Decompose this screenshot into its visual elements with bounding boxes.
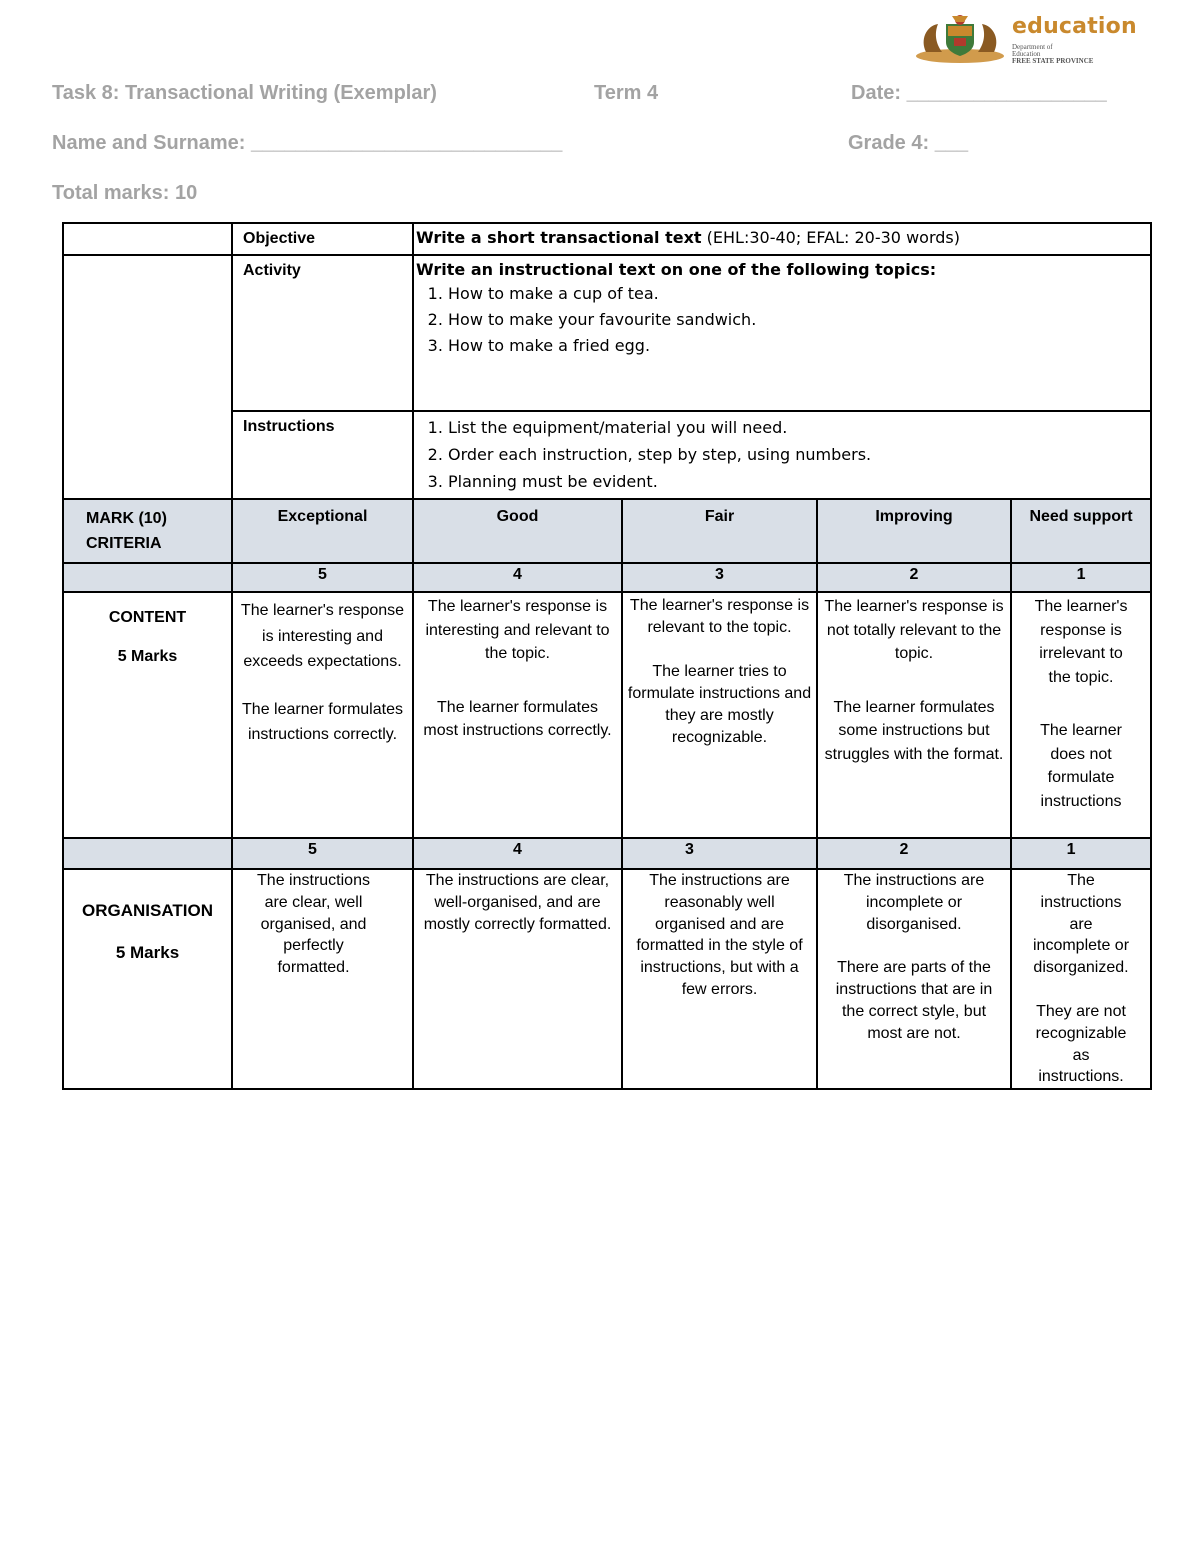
date-input-line[interactable]: __________________	[906, 82, 1107, 104]
grade-input-line[interactable]: ___	[934, 132, 969, 154]
term-label: Term 4	[594, 82, 659, 104]
score-cell: 3	[622, 838, 817, 869]
score-cell: 1	[1011, 838, 1151, 869]
list-item: 2. How to make your favourite sandwich.	[448, 309, 1148, 331]
org-desc-exceptional: The instructions are clear, well organised, and perfectly formatted.	[232, 869, 413, 1089]
content-desc-good: The learner's response is interesting and relevant to the topic. The learner formulates most instructions correctly.	[413, 592, 622, 838]
objective-row	[63, 223, 1151, 255]
list-item: 2. Order each instruction, step by step, using numbers.	[448, 441, 1148, 468]
score-cell: 2	[817, 563, 1011, 592]
score-cell: 1	[1011, 563, 1151, 592]
rubric-table	[62, 222, 1152, 1090]
level-need-support: Need support	[1011, 499, 1151, 563]
level-good: Good	[413, 499, 622, 563]
content-desc-need-support: The learner's response is irrelevant to the topic. The learner does not formulate instructions	[1011, 592, 1151, 838]
task-title: Task 8: Transactional Writing (Exemplar)	[52, 82, 437, 104]
list-item: 1. How to make a cup of tea.	[448, 283, 1148, 305]
objective-label: Objective	[232, 223, 413, 255]
date-field: Date: __________________	[851, 82, 1107, 104]
instructions-label: Instructions	[232, 411, 413, 499]
blank-cell	[63, 255, 232, 499]
department-logo	[912, 12, 1137, 66]
instructions-text	[413, 411, 1151, 499]
org-desc-good: The instructions are clear, well-organised, and are mostly correctly formatted.	[413, 869, 622, 1089]
content-desc-improving: The learner's response is not totally relevant to the topic. The learner formulates some instructions but struggles with the format.	[817, 592, 1011, 838]
level-fair: Fair	[622, 499, 817, 563]
name-input-line[interactable]: ____________________________	[250, 132, 563, 154]
blank-cell	[63, 223, 232, 255]
activity-label: Activity	[232, 255, 413, 411]
score-cell: 2	[817, 838, 1011, 869]
activity-intro: Write an instructional text on one of the following topics:	[416, 260, 937, 279]
level-header-row	[63, 499, 1151, 563]
objective-text: Write a short transactional text (EHL:30-40; EFAL: 20-30 words)	[413, 223, 1151, 255]
blank-cell	[63, 838, 232, 869]
content-row	[63, 592, 1151, 838]
coat-of-arms-icon	[912, 12, 1008, 66]
org-desc-fair: The instructions are reasonably well organised and are formatted in the style of instructions, but with a few errors.	[622, 869, 817, 1089]
logo-wordmark: education	[1012, 14, 1137, 39]
content-desc-fair: The learner's response is relevant to the topic. The learner tries to formulate instructions and they are mostly recognizable.	[622, 592, 817, 838]
name-field: Name and Surname: ____________________________	[52, 132, 563, 154]
total-marks: Total marks: 10	[52, 182, 198, 204]
organisation-row	[63, 869, 1151, 1089]
activity-row	[63, 255, 1151, 411]
logo-subtitle: Department of Education FREE STATE PROVINCE	[1012, 43, 1094, 65]
score-cell: 3	[622, 563, 817, 592]
list-item: 1. List the equipment/material you will need.	[448, 414, 1148, 441]
list-item: 3. How to make a fried egg.	[448, 335, 1148, 357]
organisation-score-row	[63, 838, 1151, 869]
org-desc-need-support: The instructions are incomplete or disorganized. They are not recognizable as instructions.	[1011, 869, 1151, 1089]
activity-text	[413, 255, 1151, 411]
level-improving: Improving	[817, 499, 1011, 563]
list-item: 3. Planning must be evident.	[448, 468, 1148, 495]
instruction-list	[416, 414, 1148, 495]
content-criterion: CONTENT 5 Marks	[63, 592, 232, 838]
organisation-criterion: ORGANISATION 5 Marks	[63, 869, 232, 1089]
content-score-row	[63, 563, 1151, 592]
score-cell: 5	[232, 838, 413, 869]
content-desc-exceptional: The learner's response is interesting and exceeds expectations. The learner formulates instructions correctly.	[232, 592, 413, 838]
score-cell: 4	[413, 838, 622, 869]
topic-list	[416, 283, 1148, 357]
org-desc-improving: The instructions are incomplete or disorganised. There are parts of the instructions that are in the correct style, but most are not.	[817, 869, 1011, 1089]
score-cell: 4	[413, 563, 622, 592]
blank-cell	[63, 563, 232, 592]
criteria-header: MARK (10) CRITERIA	[63, 499, 232, 563]
score-cell: 5	[232, 563, 413, 592]
level-exceptional: Exceptional	[232, 499, 413, 563]
grade-field: Grade 4: ___	[848, 132, 969, 154]
